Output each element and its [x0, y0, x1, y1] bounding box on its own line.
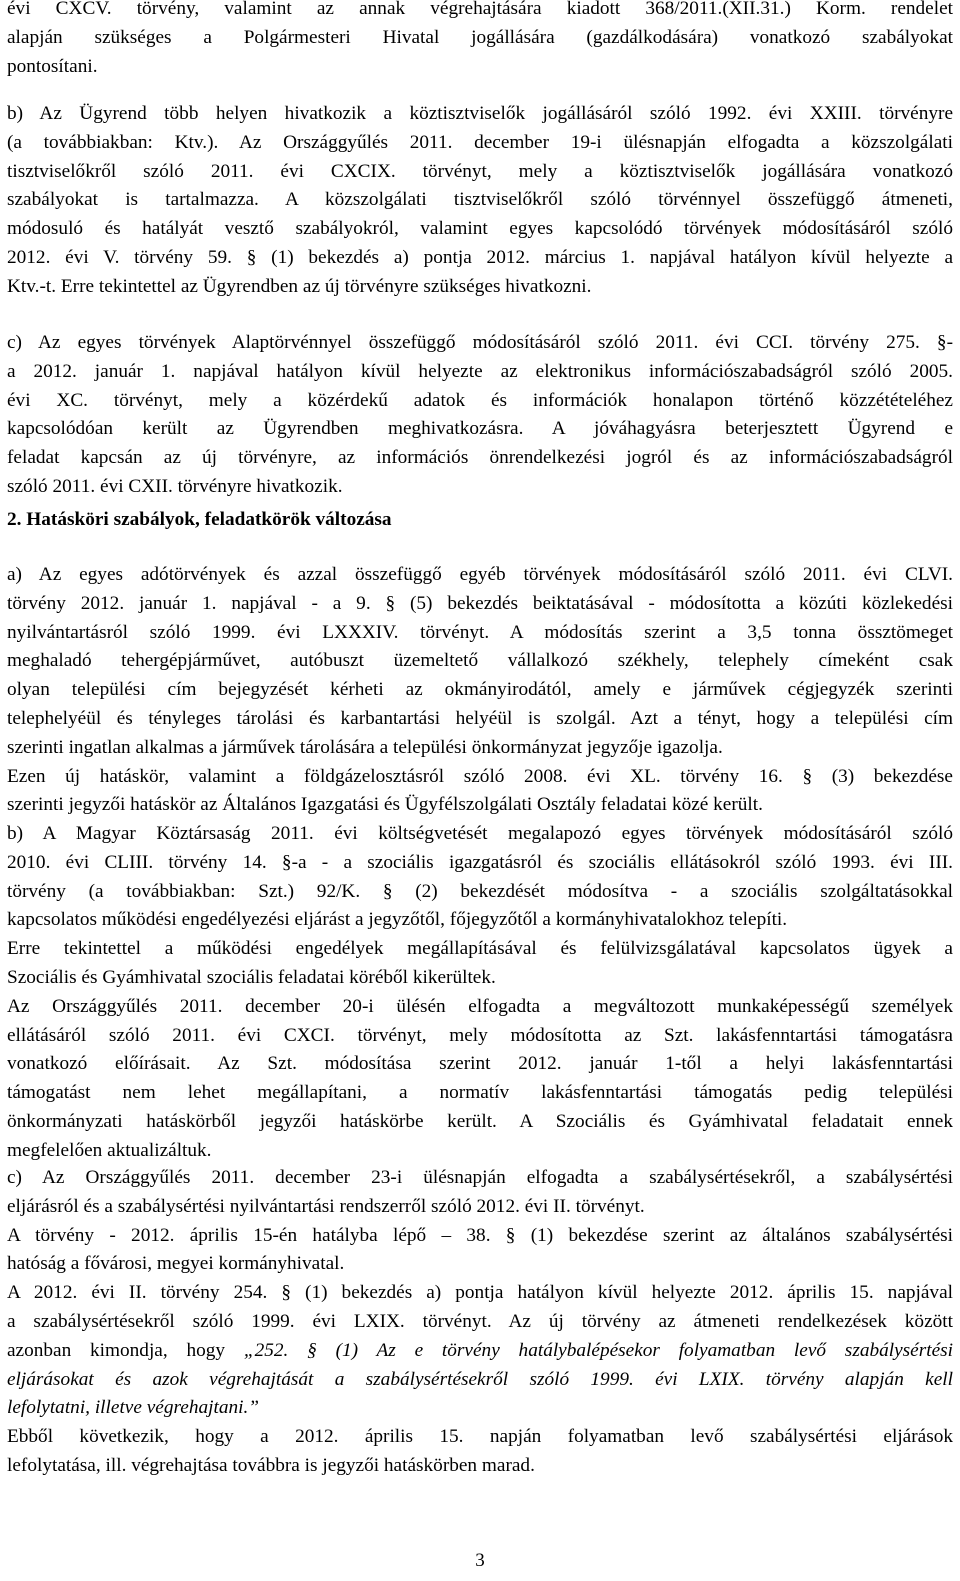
text-line: szóló 2011. évi CXII. törvényre hivatkozik.: [7, 475, 343, 497]
text-line: ellátásáról szóló 2011. évi CXCI. törvényt, mely módosította az Szt. lakásfenntartási támogatásra: [7, 1024, 953, 1046]
text-line: vonatkozó előírásait. Az Szt. módosítása szerint 2012. január 1-től a helyi lakásfenntartási: [7, 1053, 953, 1075]
text-line: 2012. évi V. törvény 59. § (1) bekezdés a) pontja 2012. március 1. napjával hatályon kívül helyezte a: [7, 246, 953, 268]
text-line: szerinti jegyzői hatáskör az Általános Igazgatási és Ügyfélszolgálati Osztály feladatai közé került.: [7, 794, 763, 816]
text-line: módosuló és hatályát vesztő szabályokról, valamint egyes kapcsolódó törvények módosításáról szóló: [7, 218, 953, 240]
text-line: támogatást nem lehet megállapítani, a normatív lakásfenntartási támogatás pedig települési: [7, 1082, 953, 1104]
text-line: hatóság a fővárosi, megyei kormányhivatal.: [7, 1253, 345, 1275]
paragraph-b-social: [7, 820, 953, 1166]
text-line: évi CXCV. törvény, valamint az annak végrehajtására kiadott 368/2011.(XII.31.) Korm. rendelet: [7, 0, 953, 19]
text-line: b) Az Ügyrend több helyen hivatkozik a köztisztviselők jogállásáról szóló 1992. évi XXIII. törvényre: [7, 103, 953, 124]
text-line: Ktv.-t. Erre tekintettel az Ügyrendben az új törvényre szükséges hivatkozni.: [7, 275, 592, 297]
text-line: b) A Magyar Köztársaság 2011. évi költségvetését megalapozó egyes törvények módosításáról szóló: [7, 823, 953, 844]
text-line: megfelelően aktualizáltuk.: [7, 1139, 212, 1161]
text-line: lefolytatása, ill. végrehajtása továbbra is jegyzői hatáskörben marad.: [7, 1454, 535, 1476]
text-line: pontosítani.: [7, 55, 98, 77]
text-line: szabályokat is tartalmazza. A közszolgálati tisztviselőkről szóló törvénnyel összefüggő átmeneti,: [7, 189, 953, 211]
text-line: Szociális és Gyámhivatal szociális feladatai köréből kikerültek.: [7, 966, 496, 988]
text-line: c) Az Országgyűlés 2011. december 23-i ülésnapján elfogadta a szabálysértésekről, a szabálysértési: [7, 1167, 953, 1188]
text-line: kapcsolódóan került az Ügyrendben meghivatkozásra. A jóváhagyásra beterjesztett Ügyrend e: [7, 418, 953, 440]
text-line: c) Az egyes törvények Alaptörvénnyel összefüggő módosításáról szóló 2011. évi CCI. törvény 275. §-: [7, 332, 953, 353]
text-line: a) Az egyes adótörvények és azzal összefüggő egyéb törvények módosításáról szóló 2011. évi CLVI.: [7, 564, 953, 585]
text-line-quote: eljárásokat és azok végrehajtását a szabálysértésekről szóló 1999. évi LXIX. törvény alapján kell: [7, 1368, 953, 1390]
heading-text: 2. Hatásköri szabályok, feladatkörök változása: [7, 509, 392, 530]
section-heading: [7, 506, 953, 535]
text-line: meghaladó tehergépjárművet, autóbuszt üzemeltető vállalkozó székhely, telephely címeként csak: [7, 650, 953, 672]
text-line: eljárásról és a szabálysértési nyilvántartási rendszerről szóló 2012. évi II. törvényt.: [7, 1195, 645, 1217]
text-line: törvény 2012. január 1. napjával - a 9. § (5) bekezdés beiktatásával - módosította a közúti közlekedési: [7, 592, 953, 614]
text-line: olyan települési cím bejegyzését kérheti az okmányirodától, amely e járművek cégjegyzék szerinti: [7, 679, 953, 701]
text-line: telephelyéül és tényleges tárolási és karbantartási helyéül is szolgál. Azt a tényt, hogy a települési cím: [7, 707, 953, 729]
text-line: feladat kapcsán az új törvényre, az információs önrendelkezési jogról és az információszabadságról: [7, 447, 953, 469]
text-line: törvény (a továbbiakban: Szt.) 92/K. § (2) bekezdését módosítva - a szociális szolgáltatásokkal: [7, 880, 953, 902]
text-line-quote-end: lefolytatni, illetve végrehajtani.”: [7, 1397, 260, 1419]
text-line: 2010. évi CLIII. törvény 14. §-a - a szociális igazgatásról és szociális ellátásokról szóló 1993. évi III.: [7, 851, 953, 873]
text-line: A törvény - 2012. április 15-én hatályba lépő – 38. § (1) bekezdése szerint az általános szabálysértési: [7, 1224, 953, 1246]
paragraph-c-information: [7, 329, 953, 502]
text-line: Az Országgyűlés 2011. december 20-i ülésén elfogadta a megváltozott munkaképességű személyek: [7, 995, 953, 1017]
text-line: a szabálysértésekről szóló 1999. évi LXIX. törvényt. Az új törvény az átmeneti rendelkezések között: [7, 1310, 953, 1332]
page-number: 3: [475, 1550, 485, 1571]
text-line-quote-start: azonban kimondja, hogy „252. § (1) Az e törvény hatálybalépésekor folyamatban levő szabálysértési: [7, 1339, 953, 1361]
text-line: (a továbbiakban: Ktv.). Az Országgyűlés 2011. december 19-i ülésnapján elfogadta a közszolgálati: [7, 131, 953, 153]
text-line: a 2012. január 1. napjával hatályon kívül helyezte az elektronikus információszabadságról szóló 2005.: [7, 360, 953, 382]
text-line: szerinti ingatlan alkalmas a járművek tárolására a települési önkormányzat jegyzője igazolja.: [7, 736, 723, 758]
paragraph-a-tax: [7, 561, 953, 820]
quote-italic: „252. § (1) Az e törvény hatálybalépésekor folyamatban levő szabálysértési: [243, 1339, 953, 1361]
text-line: Erre tekintettel a működési engedélyek megállapításával és felülvizsgálatával kapcsolatos ügyek a: [7, 938, 953, 960]
text-line: nyilvántartásról szóló 1999. évi LXXXIV. törvényt. A módosítás szerint a 3,5 tonna össztömeget: [7, 621, 953, 643]
text-line: A 2012. évi II. törvény 254. § (1) bekezdés a) pontja hatályon kívül helyezte 2012. április 15. napjával: [7, 1282, 953, 1304]
text-line: Ezen új hatáskör, valamint a földgázelosztásról szóló 2008. évi XL. törvény 16. § (3) bekezdése: [7, 765, 953, 787]
text-line: alapján szükséges a Polgármesteri Hivatal jogállására (gazdálkodására) vonatkozó szabályokat: [7, 26, 953, 48]
text-line: Ebből következik, hogy a 2012. április 15. napján folyamatban levő szabálysértési eljárások: [7, 1426, 953, 1448]
paragraph-c-misdemeanour: [7, 1164, 953, 1481]
paragraph-b-ktv: [7, 100, 953, 302]
text-line: önkormányzati hatáskörből jegyzői hatáskörbe került. A Szociális és Gyámhivatal feladatait ennek: [7, 1110, 953, 1132]
paragraph-continuation: [7, 0, 953, 81]
text-line: évi XC. törvényt, mely a közérdekű adatok és információk honalapon történő közzétételéhez: [7, 389, 953, 411]
text-line: tisztviselőkről szóló 2011. évi CXCIX. törvényt, mely a köztisztviselők jogállására vonatkozó: [7, 160, 953, 182]
text-line: kapcsolatos működési engedélyezési eljárást a jegyzőtől, főjegyzőtől a kormányhivatalokhoz telepíti.: [7, 909, 788, 931]
